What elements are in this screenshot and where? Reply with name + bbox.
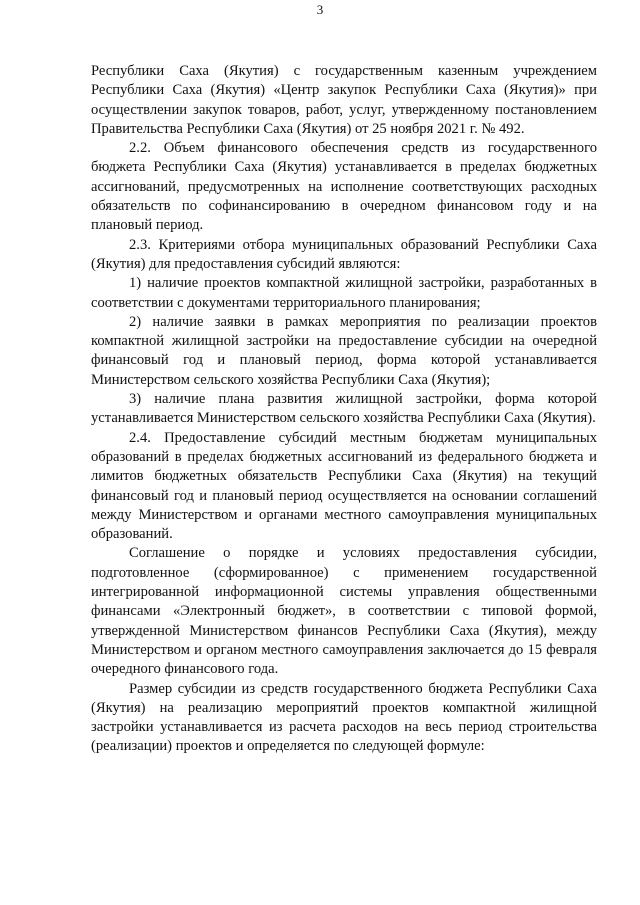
criterion-3: 3) наличие плана развития жилищной застройки, форма которой устанавливается Министерством сельского хозяйства Республики Саха (Якутия).	[91, 391, 597, 427]
paragraph-subsidy-size: Размер субсидии из средств государственного бюджета Республики Саха (Якутия) на реализацию мероприятий проектов компактной жилищной застройки устанавливается из расчета расходов на весь период строительства (реализации) проектов и определяется по следующей формуле:	[91, 680, 597, 755]
paragraph-2-4: 2.4. Предоставление субсидий местным бюджетам муниципальных образований в пределах бюджетных ассигнований из федерального бюджета и лимитов бюджетных обязательств Республики Саха (Якутия) на текущий финансовый год и плановый период осуществляется на основании соглашений между Министерством и органами местного самоуправления муниципальных образований.	[91, 429, 597, 543]
paragraph-agreement: Соглашение о порядке и условиях предоставления субсидии, подготовленное (сформированное) с применением государственной интегрированной информационной системы управления общественными финансами «Электронный бюджет», в соответствии с типовой формой, утвержденной Министерством финансов Республики Саха (Якутия), между Министерством и органом местного самоуправления заключается до 15 февраля очередного финансового года.	[91, 545, 597, 678]
criterion-1: 1) наличие проектов компактной жилищной застройки, разработанных в соответствии с документами территориального планирования;	[91, 275, 597, 311]
document-body	[91, 62, 597, 757]
criterion-2: 2) наличие заявки в рамках мероприятия по реализации проектов компактной жилищной застройки на предоставление субсидии на очередной финансовый год и плановый период, форма которой устанавливается Министерством сельского хозяйства Республики Саха (Якутия);	[91, 313, 597, 388]
page-number: 3	[316, 2, 324, 17]
paragraph-2-3: 2.3. Критериями отбора муниципальных образований Республики Саха (Якутия) для предоставления субсидий являются:	[91, 236, 597, 272]
paragraph-2-2: 2.2. Объем финансового обеспечения средств из государственного бюджета Республики Саха (Якутия) устанавливается в пределах бюджетных ассигнований, предусмотренных на исполнение соответствующих расходных обязательств по софинансированию в очередном финансовом году и на плановый период.	[91, 140, 597, 234]
paragraph-continuation: Республики Саха (Якутия) с государственным казенным учреждением Республики Саха (Якутия) «Центр закупок Республики Саха (Якутия)» при осуществлении закупок товаров, работ, услуг, утвержденному постановлением Правительства Республики Саха (Якутия) от 25 ноября 2021 г. № 492.	[91, 63, 597, 137]
